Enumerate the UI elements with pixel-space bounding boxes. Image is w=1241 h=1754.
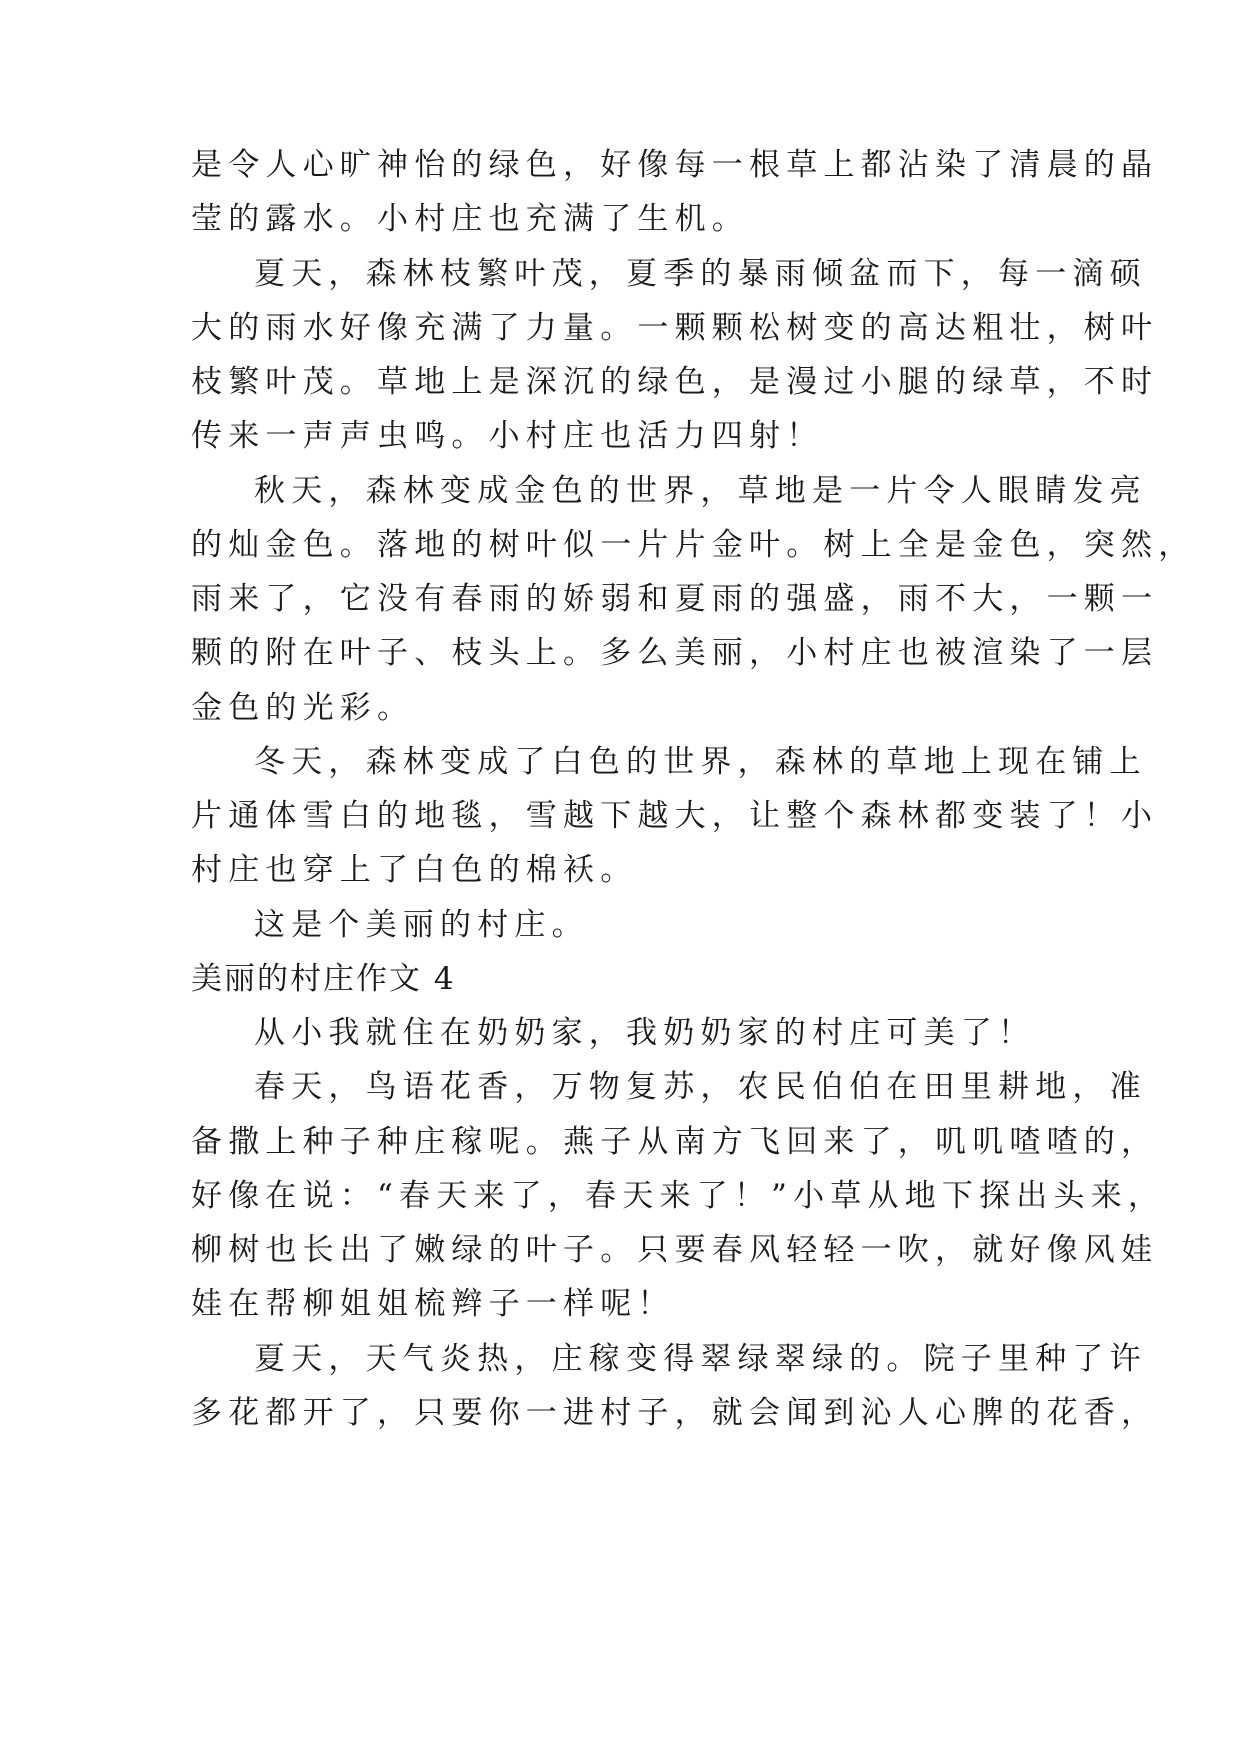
body-text-line: 雨来了，它没有春雨的娇弱和夏雨的强盛，雨不大，一颗一 bbox=[191, 581, 1159, 617]
paragraph-start-line: 夏天，森林枝繁叶茂，夏季的暴雨倾盆而下，每一滴硕 bbox=[254, 256, 1147, 292]
body-text-line: 片通体雪白的地毯，雪越下越大，让整个森林都变装了！小 bbox=[191, 798, 1159, 834]
body-text-line: 金色的光彩。 bbox=[191, 690, 415, 726]
body-text-line: 莹的露水。小村庄也充满了生机。 bbox=[191, 201, 749, 237]
body-text-line: 的灿金色。落地的树叶似一片片金叶。树上全是金色，突然， bbox=[191, 527, 1196, 563]
body-text-line: 颗的附在叶子、枝头上。多么美丽，小村庄也被渲染了一层 bbox=[191, 635, 1159, 671]
section-heading: 美丽的村庄作文 4 bbox=[191, 961, 456, 997]
body-text-line: 多花都开了，只要你一进村子，就会闻到沁人心脾的花香， bbox=[191, 1395, 1159, 1431]
body-text-line: 枝繁叶茂。草地上是深沉的绿色，是漫过小腿的绿草，不时 bbox=[191, 364, 1159, 400]
body-text-line: 好像在说：“春天来了，春天来了！”小草从地下探出头来， bbox=[191, 1178, 1166, 1214]
paragraph-start-line: 夏天，天气炎热，庄稼变得翠绿翠绿的。院子里种了许 bbox=[254, 1341, 1147, 1377]
body-text-line: 娃在帮柳姐姐梳辫子一样呢！ bbox=[191, 1286, 675, 1322]
paragraph-start-line: 这是个美丽的村庄。 bbox=[254, 907, 589, 943]
paragraph-start-line: 秋天，森林变成金色的世界，草地是一片令人眼睛发亮 bbox=[254, 473, 1147, 509]
body-text-line: 大的雨水好像充满了力量。一颗颗松树变的高达粗壮，树叶 bbox=[191, 310, 1159, 346]
body-text-line: 柳树也长出了嫩绿的叶子。只要春风轻轻一吹，就好像风娃 bbox=[191, 1232, 1159, 1268]
paragraph-start-line: 从小我就住在奶奶家，我奶奶家的村庄可美了！ bbox=[254, 1015, 1036, 1051]
paragraph-start-line: 春天，鸟语花香，万物复苏，农民伯伯在田里耕地，准 bbox=[254, 1069, 1147, 1105]
body-text-line: 传来一声声虫鸣。小村庄也活力四射！ bbox=[191, 418, 824, 454]
body-text-line: 是令人心旷神怡的绿色，好像每一根草上都沾染了清晨的晶 bbox=[191, 147, 1159, 183]
body-text-line: 村庄也穿上了白色的棉袄。 bbox=[191, 852, 638, 888]
paragraph-start-line: 冬天，森林变成了白色的世界，森林的草地上现在铺上 bbox=[254, 744, 1147, 780]
body-text-line: 备撒上种子种庄稼呢。燕子从南方飞回来了，叽叽喳喳的， bbox=[191, 1124, 1159, 1160]
